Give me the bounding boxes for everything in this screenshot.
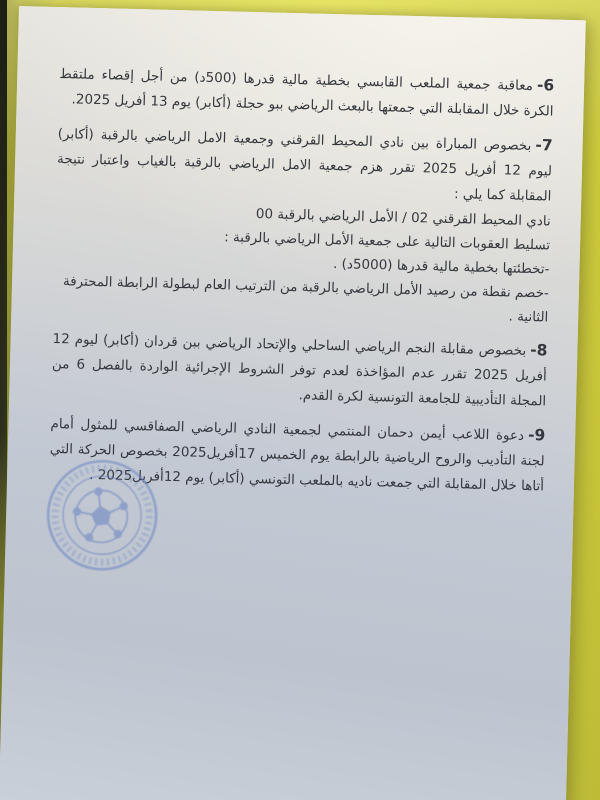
decision-item-8	[51, 326, 548, 415]
decision-item-7	[56, 121, 553, 210]
sanctions-intro-line: تسليط العقوبات التالية على جمعية الأمل الرياضي بالرقبة :	[223, 229, 551, 254]
item-text: معاقبة جمعية الملعب القابسي بخطية مالية قدرها (500د) من أجل إقصاء ملتقط الكرة خلال المقابلة التي جمعتها بالبعث الرياضي ببو حجلة (أكابر) يوم 13 أفريل 2025.	[59, 66, 554, 120]
match-result-line: نادي المحيط القرقني 02 / الأمل الرياضي بالرقبة 00	[255, 206, 551, 230]
federation-round-stamp	[36, 449, 169, 582]
decision-item-6	[58, 61, 554, 125]
sanction-line: -تخطئتها بخطية مالية قدرها (5000د) .	[332, 256, 550, 278]
item-text: بخصوص المباراة بين نادي المحيط القرقني وجمعية الامل الرياضي بالرقبة (أكابر) ليوم 12 أفريل 2025 تقرر هزم جمعية الامل الرياضي بالرقبة بالغياب واعتبار نتيجة المقابلة كما يلي :	[56, 126, 553, 205]
item-text: دعوة اللاعب أيمن دحمان المنتمي لجمعية النادي الرياضي الصفاقسي للمثول أمام لجنة التأديب والروح الرياضية بالرابطة يوم الخميس 17أفريل2025 بخصوص الحركة التي أتاها خلال المقابلة التي جمعت ناديه بالملعب التونسي (أكابر) يوم 12أفريل2025 .	[49, 415, 545, 495]
stamp-graphic	[36, 449, 169, 582]
item-text: بخصوص مقابلة النجم الرياضي الساحلي والإتحاد الرياضي ببن قردان (أكابر) ليوم 12 أفريل 2025 تقرر عدم المؤاخذة لعدم توفر الشروط الإجرائية الواردة بالفصل 6 من المجلة التأديبية للجامعة التونسية لكرة القدم.	[51, 330, 547, 410]
item-number: 8-	[529, 341, 548, 360]
soccer-ball-icon	[70, 484, 131, 545]
item-number: 7-	[535, 136, 553, 155]
item-number: 9-	[527, 426, 546, 445]
sanction-line: -خصم نقطة من رصيد الأمل الرياضي بالرقبة من الترتيب العام لبطولة الرابطة المحترفة الثانية .	[62, 273, 550, 326]
document-paper	[0, 6, 586, 800]
item-number: 6-	[536, 76, 555, 95]
document-body	[7, 6, 586, 500]
